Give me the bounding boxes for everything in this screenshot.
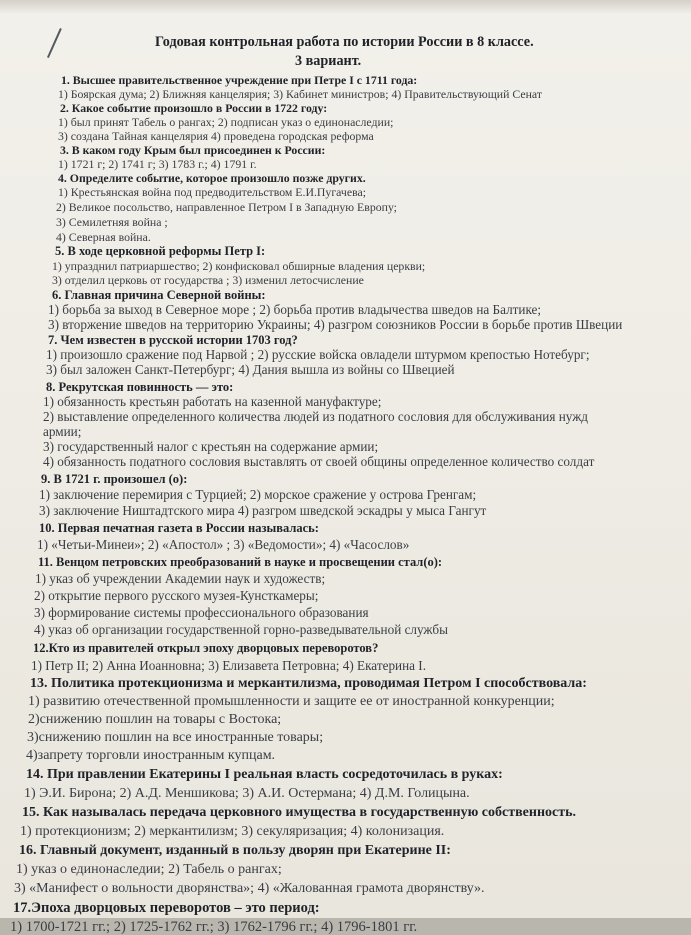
question-52: 17.Эпоха дворцовых переворотов – это период:	[13, 900, 320, 916]
answer-line: 1) Крестьянская война под предводительством Е.И.Пугачева;	[58, 185, 367, 199]
answer-line: 1) борьба за выход в Северное море ; 2) борьба против владычества шведов на Балтике;	[48, 302, 542, 317]
answer-line: 1) развитию отечественной промышленности и защите ее от иностранной конкуренции;	[28, 694, 555, 709]
answer-line: 4)запрету торговли иностранным купцам.	[26, 748, 276, 763]
answer-line: 2) открытие первого русского музея-Кунсткамеры;	[34, 588, 319, 603]
question-45: 14. При правлении Екатерины I реальная власть сосредоточилась в руках:	[26, 767, 503, 782]
question-31: 10. Первая печатная газета в России называлась:	[39, 521, 319, 535]
question-38: 12.Кто из правителей открыл эпоху дворцовых переворотов?	[33, 641, 379, 655]
answer-line: 1) обязанность крестьян работать на казенной мануфактуре;	[43, 394, 382, 409]
answer-line: 1) 1721 г; 2) 1741 г; 3) 1783 г.; 4) 1791 г.	[58, 157, 257, 171]
answer-line: 3) Семилетняя война ;	[56, 215, 168, 229]
answer-line: 1) произошло сражение под Нарвой ; 2) русские войска овладели штурмом крепостью Нотебург;	[46, 347, 590, 362]
answer-line: 1) Э.И. Бирона; 2) А.Д. Меншикова; 3) А.И. Остермана; 4) Д.М. Голицына.	[24, 786, 470, 801]
answer-line: 1) указ о единонаследии; 2) Табель о рангах;	[16, 862, 282, 877]
answer-line: 3) «Манифест о вольности дворянства»; 4) «Жалованная грамота дворянству».	[14, 881, 485, 896]
answer-line: 1) Петр II; 2) Анна Иоанновна; 3) Елизавета Петровна; 4) Екатерина I.	[31, 658, 426, 673]
answer-line: 3) формирование системы профессионального образования	[34, 605, 369, 620]
answer-line: армии;	[43, 424, 82, 439]
answer-line: 3) отделил церковь от государства ; 3) изменил летосчисление	[52, 273, 364, 287]
answer-line: 4) указ об организации государственной горно-разведывательной службы	[34, 622, 448, 637]
question-33: 11. Венцом петровских преобразований в науке и просвещении стал(о):	[38, 555, 443, 569]
answer-line: 1) 1700-1721 гг.; 2) 1725-1762 гг.; 3) 1762-1796 гг.; 4) 1796-1801 гг.	[10, 919, 418, 935]
question-6: 3. В каком году Крым был присоединен к России:	[60, 143, 326, 157]
question-28: 9. В 1721 г. произошел (о):	[41, 472, 188, 486]
answer-line: 1) заключение перемирия с Турцией; 2) морское сражение у острова Гренгам;	[39, 487, 477, 502]
question-16: 6. Главная причина Северной войны:	[52, 288, 266, 302]
answer-line: 4) Северная война.	[56, 230, 151, 244]
worksheet-title: Годовая контрольная работа по истории России в 8 классе.	[155, 34, 534, 50]
answer-line: 1) был принят Табель о рангах; 2) подписан указ о единонаследии;	[58, 115, 394, 129]
answer-line: 2) выставление определенного количества людей из податного сословия для обслуживания нужд	[43, 409, 589, 424]
answer-line: 3)снижению пошлин на все иностранные товары;	[27, 730, 324, 745]
question-47: 15. Как называлась передача церковного имущества в государственную собственность.	[22, 805, 577, 820]
answer-line: 2)снижению пошлин на товары с Востока;	[28, 712, 282, 727]
question-49: 16. Главный документ, изданный в пользу дворян при Екатерине II:	[19, 843, 451, 858]
question-22: 8. Рекрутская повинность — это:	[46, 380, 234, 394]
answer-line: 3) вторжение шведов на территорию Украины; 4) разгром союзников России в борьбе против Швеции	[48, 317, 623, 332]
answer-line: 3) государственный налог с крестьян на содержание армии;	[43, 439, 379, 454]
answer-line: 3) был заложен Санкт-Петербург; 4) Дания вышла из войны со Швецией	[46, 362, 455, 377]
answer-line: 1) «Четьи-Минеи»; 2) «Апостол» ; 3) «Ведомости»; 4) «Часослов»	[37, 537, 410, 552]
answer-line: 1) протекционизм; 2) меркантилизм; 3) секуляризация; 4) колонизация.	[20, 824, 445, 839]
question-8: 4. Определите событие, которое произошло позже других.	[58, 171, 366, 185]
answer-line: 1) упразднил патриаршество; 2) конфисковал обширные владения церкви;	[52, 259, 426, 273]
answer-line: 2) Великое посольство, направленное Петром I в Западную Европу;	[56, 200, 397, 214]
question-13: 5. В ходе церковной реформы Петр I:	[55, 244, 266, 258]
answer-line: 1) Боярская дума; 2) Ближняя канцелярия; 3) Кабинет министров; 4) Правительствующий Сенат	[58, 87, 543, 101]
question-40: 13. Политика протекционизма и меркантилизма, проводимая Петром I способствовала:	[30, 676, 587, 691]
question-3: 2. Какое событие произошло в России в 1722 году:	[60, 101, 328, 115]
question-19: 7. Чем известен в русской истории 1703 год?	[48, 333, 298, 347]
answer-line: 1) указ об учреждении Академии наук и художеств;	[35, 571, 326, 586]
question-1: 1. Высшее правительственное учреждение при Петре I с 1711 года:	[61, 73, 418, 87]
answer-line: 3) создана Тайная канцелярия 4) проведена городская реформа	[58, 129, 374, 143]
variant-label: 3 вариант.	[295, 53, 362, 69]
answer-line: 3) заключение Ништадтского мира 4) разгром шведской эскадры у мыса Гангут	[39, 503, 487, 518]
answer-line: 4) обязанность податного сословия выставлять от своей общины определенное количество солдат	[43, 454, 595, 469]
